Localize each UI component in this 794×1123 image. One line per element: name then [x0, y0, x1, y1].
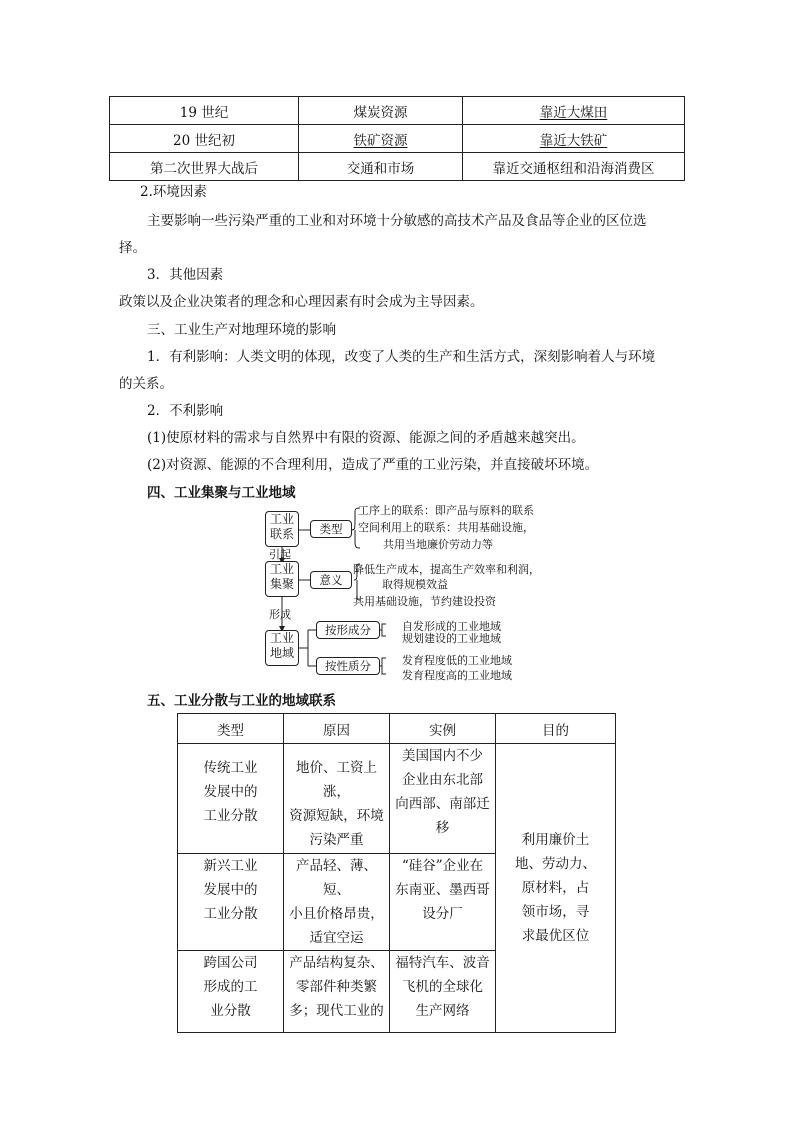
table-header-row: [178, 714, 616, 744]
tag-by-nature: 按性质分: [316, 657, 380, 675]
part-heading: 四、工业集聚与工业地域: [147, 485, 296, 501]
paragraph: 主要影响一些污染严重的工业和对环境十分敏感的高技术产品及食品等企业的区位选: [147, 213, 647, 229]
section-heading: 3．其他因素: [147, 267, 224, 283]
cell-line: 领市场，寻: [521, 904, 590, 920]
table-cell: [299, 125, 463, 153]
tag-meaning: 意义: [310, 571, 352, 589]
cell-line: 生产网络: [415, 1003, 470, 1019]
underlined-text: 铁矿资源: [353, 132, 408, 149]
cell-line: 利用廉价土: [521, 832, 590, 848]
section-heading: 2.环境因素: [140, 184, 207, 200]
underlined-text: 靠近大煤田: [539, 104, 608, 121]
cause-cell: [284, 744, 390, 854]
table-cell: 靠近交通枢纽和沿海消费区: [463, 153, 685, 181]
cell-line: 小且价格昂贵，: [289, 906, 384, 922]
cell-line: 美国国内不少: [402, 748, 483, 764]
cell-line: 地、劳动力、: [515, 856, 596, 872]
cell-line: 移: [435, 820, 450, 836]
cell-line: 向西部、南部迁: [395, 796, 490, 812]
nature-item: 发育程度高的工业地域: [402, 669, 512, 682]
table-cell: 第二次世界大战后: [110, 153, 299, 181]
table-cell: [463, 97, 685, 125]
cell-line: 跨国公司: [203, 955, 258, 971]
origin-item: 自发形成的工业地域: [402, 620, 501, 633]
paragraph: 政策以及企业决策者的理念和心理因素有时会成为主导因素。: [119, 294, 484, 310]
meaning-item: 取得规模效益: [382, 578, 448, 591]
header-cell: 类型: [178, 714, 284, 744]
underlined-text: 靠近大铁矿: [539, 132, 608, 149]
cell-line: 资源短缺，环境: [289, 808, 384, 824]
cell-line: 传统工业: [203, 760, 258, 776]
tag-by-origin: 按形成分: [316, 621, 380, 639]
section-heading: 2．不利影响: [147, 403, 224, 419]
meaning-item: 共用基础设施，节约建设投资: [353, 595, 496, 608]
type-cell: [178, 854, 284, 951]
cell-line: 设分厂: [422, 906, 463, 922]
table-cell: 20 世纪初: [110, 125, 299, 153]
cause-cell: [284, 854, 390, 951]
table-row: [110, 97, 685, 125]
paragraph: 1．有利影响：人类文明的体现，改变了人类的生产和生活方式，深刻影响着人与环境: [147, 349, 656, 365]
cell-line: 发展中的: [203, 784, 258, 800]
type-item: 共用当地廉价劳动力等: [383, 538, 493, 551]
location-table: [109, 96, 685, 181]
cell-line: 多；现代工业的: [289, 1003, 384, 1019]
cell-line: 零部件种类繁: [296, 979, 377, 995]
part-heading: 五、工业分散与工业的地域联系: [147, 693, 336, 709]
paragraph: 择。: [119, 240, 146, 256]
table-row: [178, 744, 616, 854]
example-cell: [390, 854, 496, 951]
cell-line: 发展中的: [203, 882, 258, 898]
table-cell: 交通和市场: [299, 153, 463, 181]
cell-line: 工业分散: [203, 808, 258, 824]
cell-line: 污染严重: [309, 832, 364, 848]
type-item: 空间利用上的联系：共用基础设施，: [358, 521, 534, 534]
table-cell: 煤炭资源: [299, 97, 463, 125]
example-cell: [390, 951, 496, 1033]
cell-line: 求最优区位: [521, 928, 590, 944]
table-row: [110, 125, 685, 153]
arrow-label-form: 形成: [269, 608, 291, 621]
type-cell: [178, 951, 284, 1033]
header-cell: 实例: [390, 714, 496, 744]
arrow-label-cause: 引起: [269, 548, 291, 561]
cell-line: 企业由东北部: [402, 772, 483, 788]
cell-line: “硅谷”企业在: [401, 858, 484, 874]
part-heading: 三、工业生产对地理环境的影响: [147, 322, 336, 338]
paragraph: (2)对资源、能源的不合理利用，造成了严重的工业污染，并直接破坏环境。: [147, 457, 599, 473]
cell-line: 新兴工业: [203, 858, 258, 874]
paragraph: 的关系。: [119, 376, 173, 392]
box-industrial-region: 工业地域: [265, 630, 299, 666]
cell-line: 产品轻、薄、短、: [296, 858, 377, 898]
type-item: 工序上的联系：即产品与原料的联系: [358, 504, 534, 517]
origin-item: 规划建设的工业地域: [402, 632, 501, 645]
header-cell: 原因: [284, 714, 390, 744]
meaning-item: 降低生产成本，提高生产效率和利润，: [353, 563, 540, 576]
cause-cell: [284, 951, 390, 1033]
purpose-cell: [496, 744, 616, 1033]
dispersion-table: [177, 713, 616, 1033]
example-cell: [390, 744, 496, 854]
nature-item: 发育程度低的工业地域: [402, 654, 512, 667]
cell-line: 东南亚、墨西哥: [395, 882, 490, 898]
cell-line: 原材料，占: [521, 880, 590, 896]
cell-line: 工业分散: [203, 906, 258, 922]
cell-line: 业分散: [210, 1003, 251, 1019]
box-industrial-linkage: 工业联系: [265, 511, 299, 547]
tag-type: 类型: [310, 520, 352, 538]
box-industrial-agglomeration: 工业集聚: [265, 561, 299, 597]
cell-line: 产品结构复杂、: [289, 955, 384, 971]
cell-line: 飞机的全球化: [402, 979, 483, 995]
cell-line: 适宜空运: [309, 930, 364, 946]
table-cell: [463, 125, 685, 153]
paragraph: (1)使原材料的需求与自然界中有限的资源、能源之间的矛盾越来越突出。: [147, 430, 585, 446]
table-cell: 19 世纪: [110, 97, 299, 125]
type-cell: [178, 744, 284, 854]
cell-line: 地价、工资上涨，: [296, 760, 377, 800]
cell-line: 福特汽车、波音: [395, 955, 490, 971]
cell-line: 形成的工: [203, 979, 258, 995]
header-cell: 目的: [496, 714, 616, 744]
table-row: [110, 153, 685, 181]
